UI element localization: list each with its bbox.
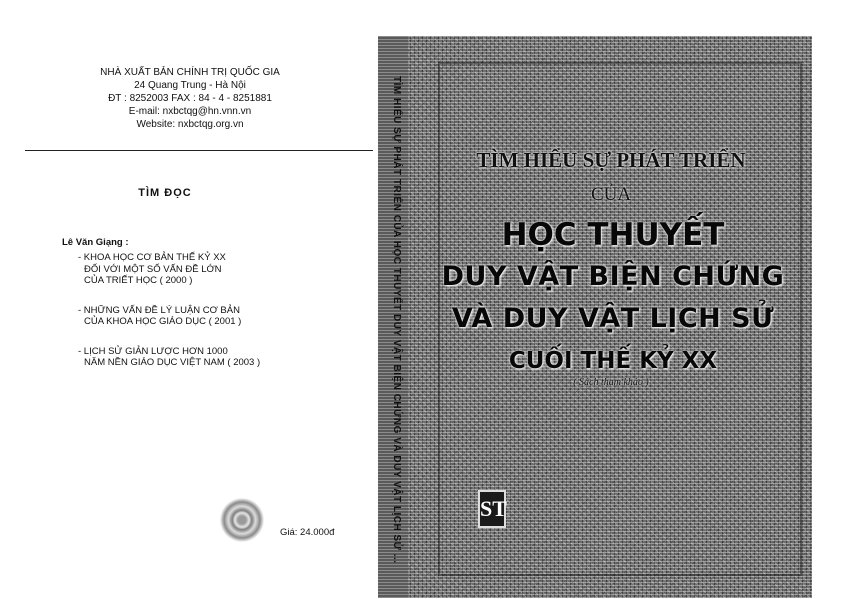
title-line: CUỐI THẾ KỶ XX (508, 348, 718, 374)
read-title: TÌM ĐỌC (138, 187, 192, 199)
title-line: DUY VẬT BIỆN CHỨNG (441, 261, 785, 292)
work-line: CỦA KHOA HỌC GIÁO DỤC ( 2001 ) (84, 316, 242, 327)
work-line: - LỊCH SỬ GIẢN LƯỢC HƠN 1000 (78, 345, 228, 357)
price-label: Giá: 24.000đ (280, 527, 335, 538)
cover-cua: CỦA (590, 184, 632, 205)
publisher-name: NHÀ XUẤT BẢN CHÍNH TRỊ QUỐC GIA (100, 67, 280, 78)
work-line: - NHỮNG VẤN ĐỀ LÝ LUẬN CƠ BẢN (78, 304, 240, 316)
title-line: HỌC THUYẾT (501, 217, 725, 253)
hologram-stamp (218, 498, 266, 542)
work-line: CỦA TRIẾT HỌC ( 2000 ) (84, 275, 193, 286)
work-line: NĂM NỀN GIÁO DỤC VIỆT NAM ( 2003 ) (84, 357, 261, 368)
publisher-info (40, 66, 340, 131)
work-item (78, 305, 318, 328)
work-line: ĐỐI VỚI MỘT SỐ VẤN ĐỀ LỚN (84, 263, 222, 275)
back-cover (0, 0, 380, 599)
cover-title (418, 214, 808, 382)
publisher-email: E-mail: nxbctqg@hn.vnn.vn (128, 106, 252, 117)
publisher-website: Website: nxbctqg.org.vn (136, 119, 244, 130)
publisher-phone: ĐT : 8252003 FAX : 84 - 4 - 8251881 (108, 93, 272, 104)
front-cover (378, 36, 812, 598)
cover-top-line: TÌM HIỂU SỰ PHÁT TRIỂN (476, 148, 746, 172)
title-line: VÀ DUY VẬT LỊCH SỬ (451, 303, 775, 334)
works-list (78, 252, 318, 387)
divider-line (25, 150, 373, 151)
publisher-address: 24 Quang Trung - Hà Nội (134, 80, 246, 91)
spine-title: TÌM HIỂU SỰ PHÁT TRIỂN CỦA HỌC THUYẾT DUY VẬT BIỆN CHỨNG VÀ DUY VẬT LỊCH SỬ ... (391, 76, 402, 564)
reference-note: ( Sách tham khảo ) (573, 377, 649, 388)
work-item (78, 252, 318, 287)
work-item (78, 346, 318, 369)
author-name: Lê Văn Giạng : (62, 237, 129, 248)
publisher-logo: ST (478, 490, 506, 528)
work-line: - KHOA HỌC CƠ BẢN THẾ KỶ XX (78, 252, 226, 263)
